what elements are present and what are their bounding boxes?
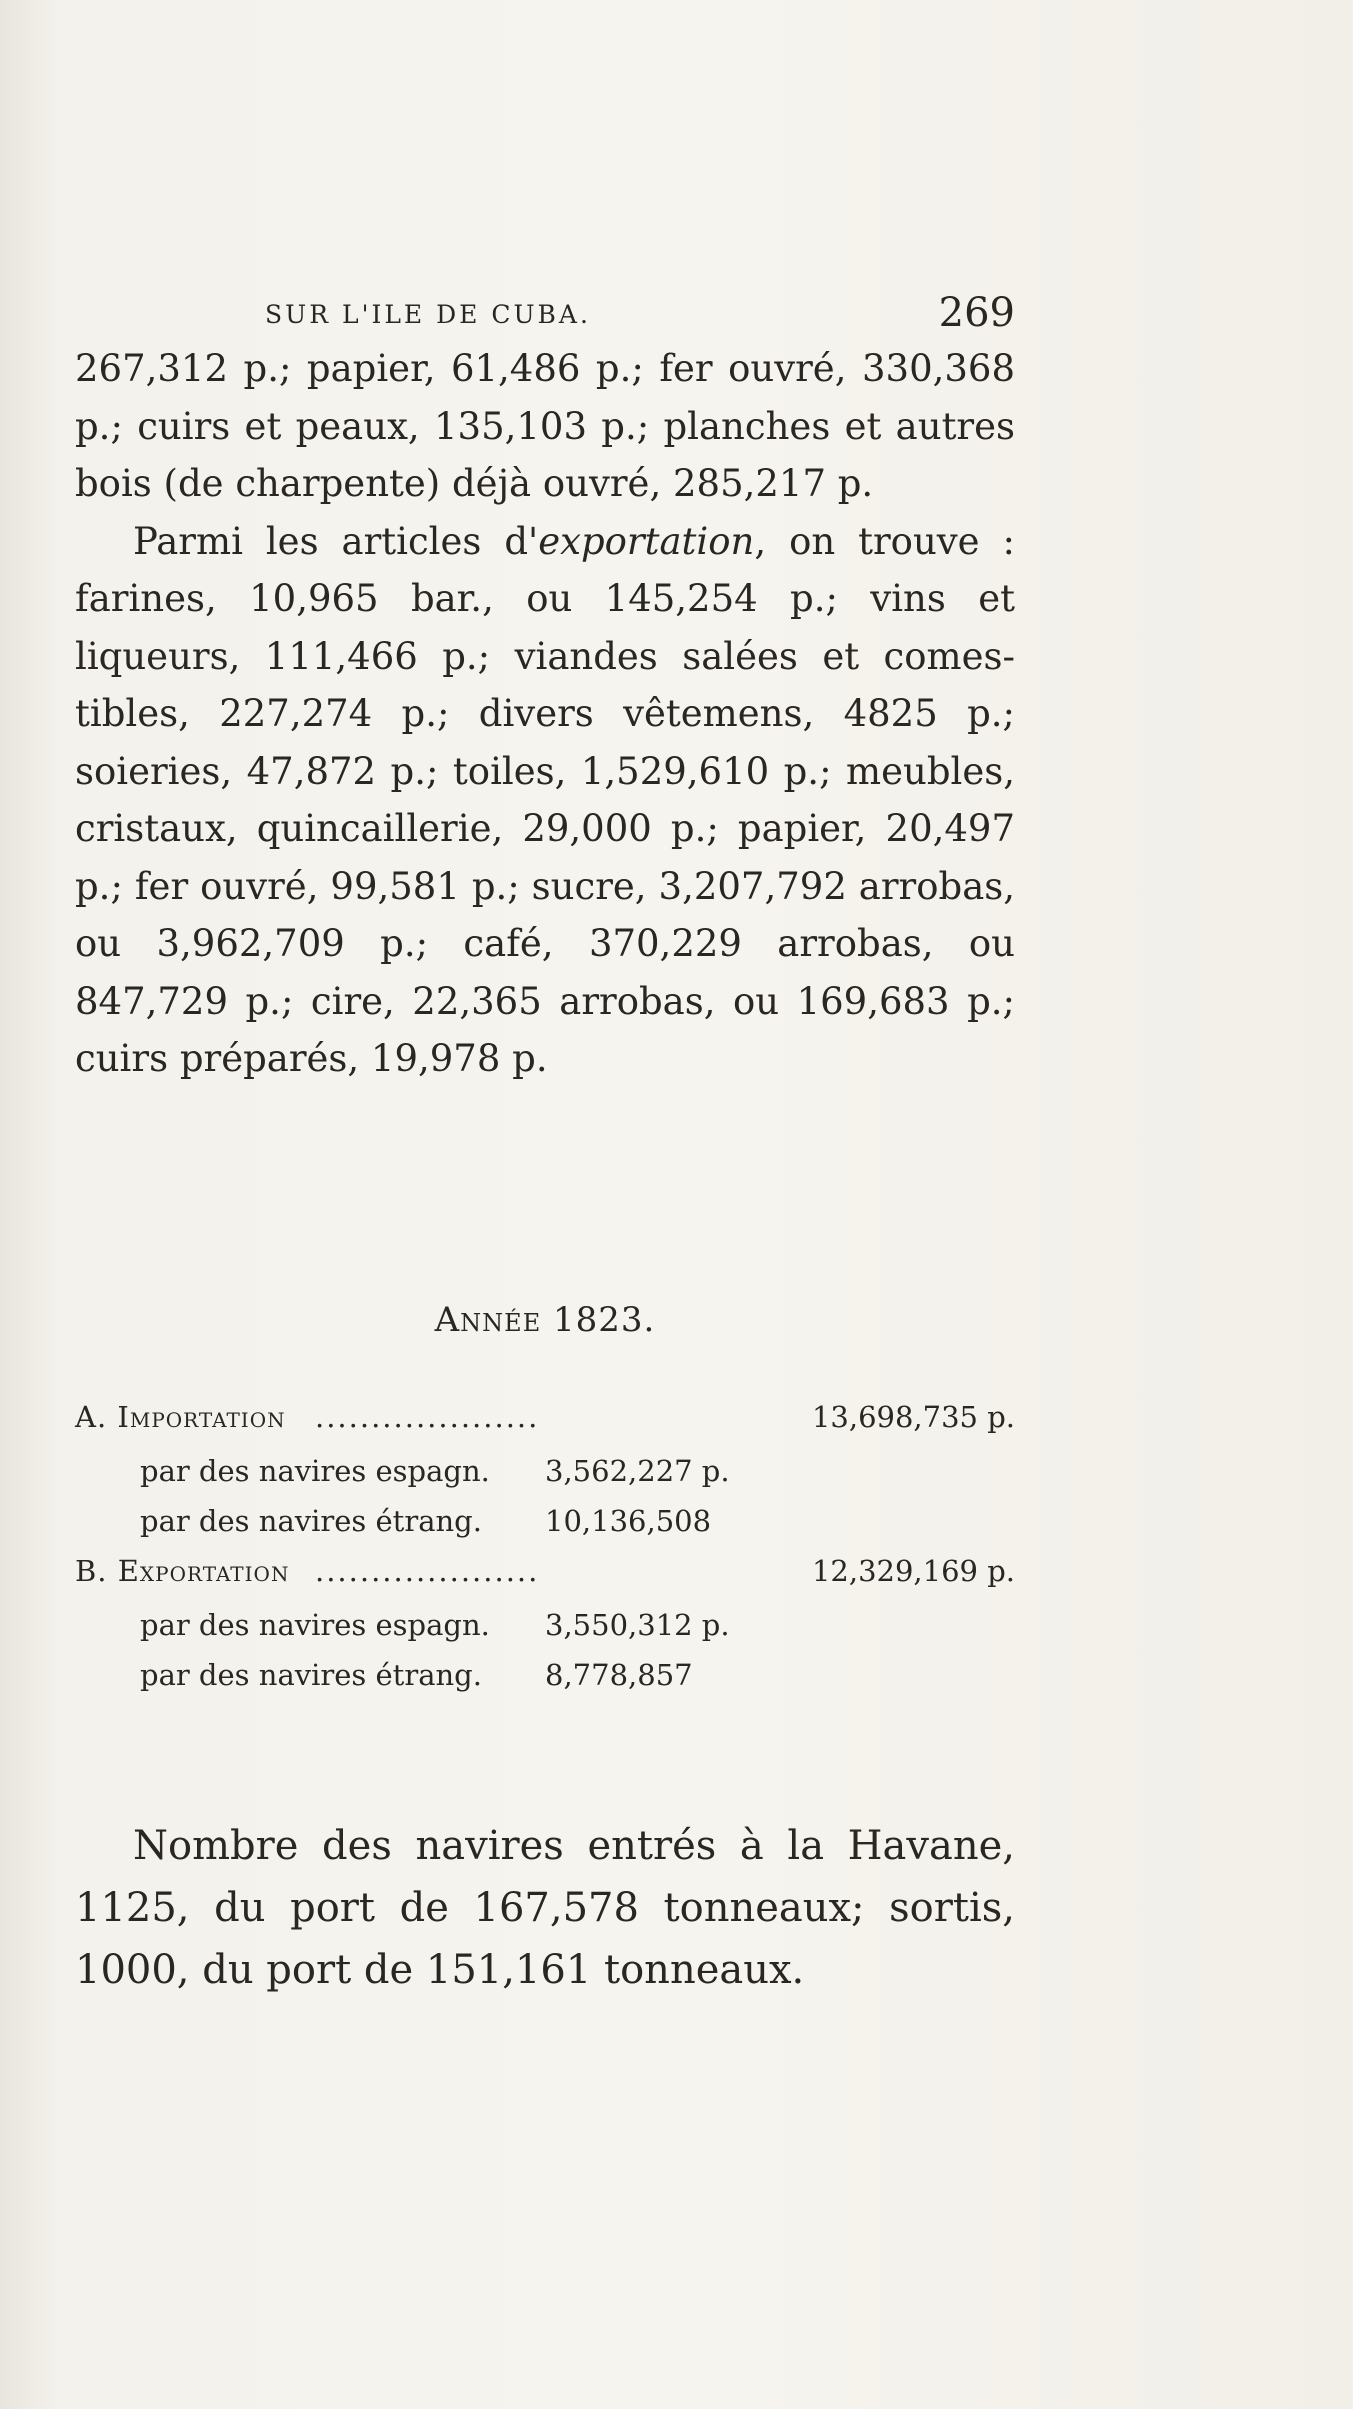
page-number: 269: [938, 290, 1015, 336]
text-run: Parmi les articles d': [133, 519, 539, 563]
text-line: 330,368 p.; cuirs et peaux, 135,103 p.; planches: [75, 347, 1015, 448]
body-text: [75, 340, 1015, 1088]
table-row-export: [75, 1554, 1015, 1608]
import-total: 13,698,735 p.: [811, 1400, 1015, 1434]
text-line: 267,312 p.; papier, 61,486 p.; fer ouvré,: [75, 347, 847, 390]
table-row: [75, 1658, 1015, 1708]
leader-dots: ....................: [315, 1400, 540, 1434]
trade-table: [75, 1400, 1015, 1708]
table-row-import: [75, 1400, 1015, 1454]
row-value: 8,778,857: [545, 1658, 693, 1692]
table-row: [75, 1608, 1015, 1658]
text-line: 1125, du port de 167,578 tonneaux; sortis,: [75, 1885, 1015, 1931]
text-line: papier, 20,497 p.; fer ouvré, 99,581 p.; sucre,: [75, 807, 1015, 908]
row-label: par des navires étrang.: [140, 1658, 482, 1692]
text-line: meubles, cristaux, quincaillerie, 29,000 p.;: [75, 749, 1015, 850]
leader-dots: ....................: [315, 1554, 540, 1588]
table-row: [75, 1504, 1015, 1554]
text-line: 370,229 arrobas, ou 847,729 p.; cire, 22,365: [75, 922, 1015, 1023]
row-value: 3,550,312 p.: [545, 1608, 730, 1642]
paragraph-exports: [75, 513, 1015, 1088]
row-value: 10,136,508: [545, 1504, 712, 1538]
table-row: [75, 1454, 1015, 1504]
page-header: [75, 290, 1015, 340]
section-heading: Année 1823.: [434, 1300, 656, 1340]
text-line: 1000, du port de 151,161 tonneaux.: [75, 1947, 805, 1993]
text-line: arrobas, ou 169,683 p.; cuirs préparés, 19,978 p.: [75, 979, 1015, 1080]
text-line: 285,217 p.: [672, 462, 874, 505]
text-line: farines, 10,965 bar., ou 145,254 p.; vins et: [75, 577, 1015, 620]
text-line: 3,207,792 arrobas, ou 3,962,709 p.; café,: [75, 864, 1016, 965]
export-label: B. Exportation: [75, 1554, 290, 1588]
import-label: A. Importation: [75, 1400, 286, 1434]
italic-term: exportation: [538, 519, 755, 563]
row-label: par des navires étrang.: [140, 1504, 482, 1538]
text-line: soieries, 47,872 p.; toiles, 1,529,610 p.;: [75, 749, 832, 793]
text-line: tibles, 227,274 p.; divers vêtemens, 4825 p.;: [75, 692, 1015, 735]
paragraph-ships: [75, 1815, 1015, 2001]
text-run: , on trouve :: [754, 519, 1015, 563]
export-total: 12,329,169 p.: [811, 1554, 1015, 1588]
text-line: et autres bois (de charpente) déjà ouvré,: [75, 404, 1016, 505]
paragraph-imports-continued: [75, 340, 1015, 513]
row-value: 3,562,227 p.: [545, 1454, 730, 1488]
row-label: par des navires espagn.: [140, 1454, 490, 1488]
text-line: liqueurs, 111,466 p.; viandes salées et comes-: [75, 634, 1015, 678]
closing-paragraph: [75, 1815, 1015, 2001]
running-title: SUR L'ILE DE CUBA.: [265, 300, 591, 329]
text-line: Nombre des navires entrés à la Havane,: [133, 1823, 1015, 1869]
row-label: par des navires espagn.: [140, 1608, 490, 1642]
